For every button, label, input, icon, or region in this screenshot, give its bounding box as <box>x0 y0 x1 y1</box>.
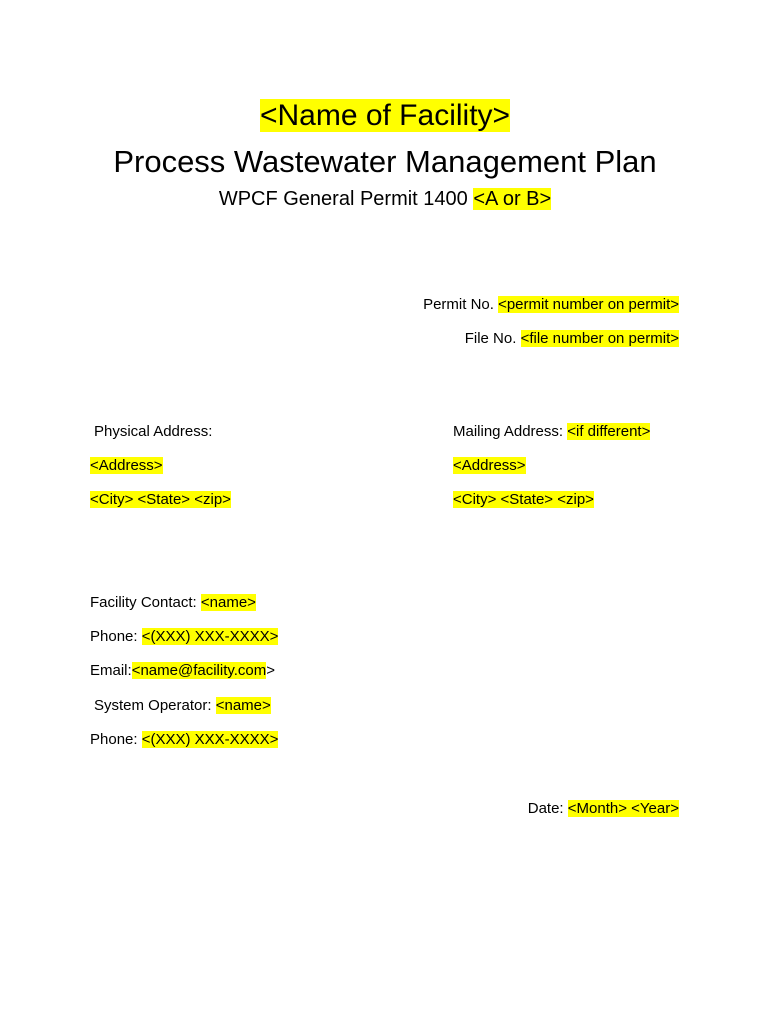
email-placeholder: <name@facility.com <box>131 662 267 679</box>
facility-contact-label: Facility Contact: <box>90 594 201 611</box>
mailing-address-label: Mailing Address: <box>453 423 568 440</box>
file-number-line <box>465 329 679 349</box>
permit-number-placeholder: <permit number on permit> <box>498 296 679 313</box>
file-number-placeholder: <file number on permit> <box>520 330 679 347</box>
physical-city-state-zip-line <box>90 490 231 510</box>
mailing-city-state-zip-placeholder: <City> <State> <zip> <box>453 491 594 508</box>
mailing-address-line <box>453 456 526 476</box>
date-label: Date: <box>527 800 568 817</box>
facility-contact-line <box>90 593 256 613</box>
plan-title: Process Wastewater Management Plan <box>113 144 657 179</box>
operator-phone-label: Phone: <box>90 731 142 748</box>
physical-city-state-zip-placeholder: <City> <State> <zip> <box>90 491 231 508</box>
email-label: Email: <box>90 662 132 679</box>
facility-phone-line <box>90 627 278 647</box>
physical-address-placeholder: <Address> <box>90 457 163 474</box>
facility-contact-placeholder: <name> <box>200 594 256 611</box>
permit-subtitle <box>0 184 770 214</box>
permit-type-placeholder: <A or B> <box>473 188 552 210</box>
permit-number-line <box>423 295 679 315</box>
facility-phone-label: Phone: <box>90 628 142 645</box>
operator-phone-line <box>90 730 278 750</box>
system-operator-line <box>94 696 271 716</box>
permit-number-label: Permit No. <box>423 296 499 313</box>
email-suffix: > <box>266 662 276 679</box>
email-line <box>90 661 275 681</box>
physical-address-line <box>90 456 163 476</box>
date-line <box>528 799 679 819</box>
system-operator-placeholder: <name> <box>215 697 271 714</box>
facility-name-title <box>0 96 770 136</box>
mailing-city-state-zip-line <box>453 490 594 510</box>
mailing-address-label-line <box>453 422 650 442</box>
permit-subtitle-text: WPCF General Permit 1400 <box>218 188 474 210</box>
system-operator-label: System Operator: <box>94 697 216 714</box>
facility-phone-placeholder: <(XXX) XXX-XXXX> <box>141 628 279 645</box>
file-number-label: File No. <box>464 330 521 347</box>
operator-phone-placeholder: <(XXX) XXX-XXXX> <box>141 731 279 748</box>
mailing-address-note: <if different> <box>567 423 651 440</box>
date-placeholder: <Month> <Year> <box>567 800 679 817</box>
physical-address-label: Physical Address: <box>94 423 213 440</box>
facility-name-placeholder: <Name of Facility> <box>259 99 511 132</box>
mailing-address-placeholder: <Address> <box>453 457 526 474</box>
